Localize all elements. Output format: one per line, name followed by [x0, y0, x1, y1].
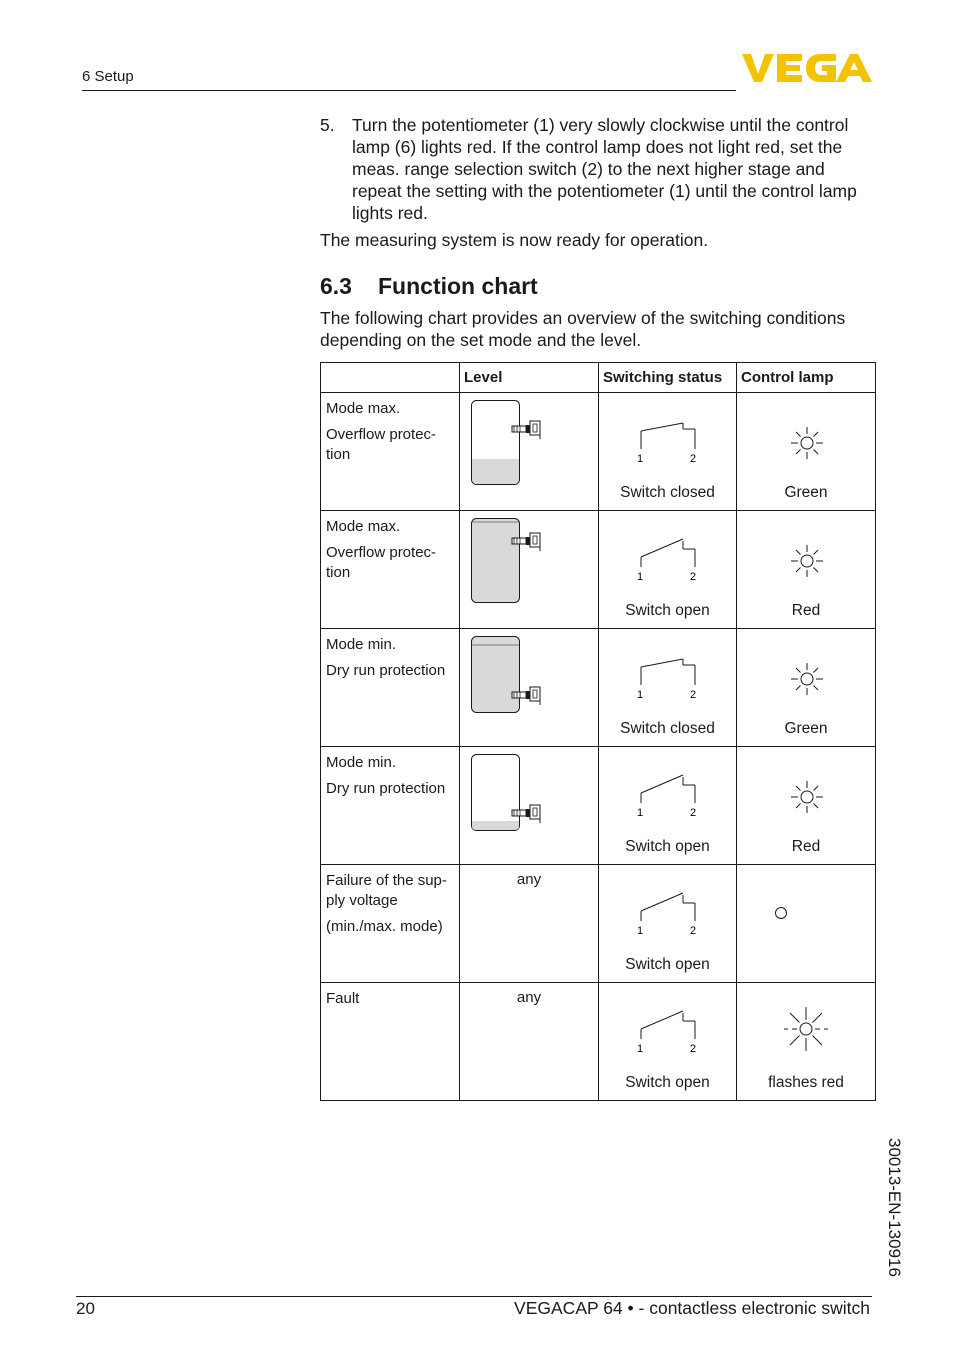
table-row [321, 865, 876, 983]
section-label: 6 Setup [82, 68, 134, 85]
terminal-2-label: 2 [690, 925, 697, 937]
terminal-1-label: 1 [637, 807, 644, 819]
mode-description: Overflow protec- tion [326, 426, 437, 463]
mode-description: (min./max. mode) [326, 918, 443, 935]
switch-closed-icon [637, 419, 707, 469]
level-any-label: any [516, 989, 542, 1006]
switch-open-icon [637, 1009, 707, 1059]
lamp-on-icon [787, 777, 827, 817]
mode-description: Dry run protection [326, 662, 446, 679]
switch-status-label: Switch open [625, 838, 710, 855]
terminal-2-label: 2 [690, 689, 697, 701]
switch-status-label: Switch open [625, 602, 710, 619]
mode-label: Mode min. [326, 636, 397, 653]
switch-open-icon [637, 891, 707, 941]
tank-level-icon [470, 753, 570, 843]
terminal-2-label: 2 [690, 1043, 697, 1055]
terminal-2-label: 2 [690, 571, 697, 583]
ready-text: The measuring system is now ready for operation. [320, 230, 709, 250]
document-id: 30013-EN-130916 [885, 1138, 904, 1277]
level-any-label: any [516, 871, 542, 888]
step-number: 5. [320, 115, 335, 135]
header-level: Level [460, 363, 599, 393]
terminal-1-label: 1 [637, 689, 644, 701]
tank-level-icon [470, 399, 570, 489]
mode-label: Fault [326, 990, 360, 1007]
control-lamp-label: Red [791, 602, 821, 619]
mode-label: Mode min. [326, 754, 397, 771]
mode-cell [326, 517, 456, 583]
step-text: Turn the potentiometer (1) very slowly clockwise until the control lamp (6) lights red. If the control lamp does not light red, set the meas. range selection switch (2) to the next higher stage and repeat the setting with the potentiometer (1) until the control lamp lights red. [352, 115, 857, 223]
intro-text: The following chart provides an overview of the switching conditions depending on the set mode and the level. [320, 308, 846, 350]
terminal-1-label: 1 [637, 571, 644, 583]
table-row [321, 629, 876, 747]
function-chart-table [320, 362, 876, 1101]
section-heading-title: Function chart [378, 273, 538, 299]
control-lamp-label: Red [791, 838, 821, 855]
mode-cell [326, 635, 456, 681]
mode-description: Dry run protection [326, 780, 446, 797]
table-row [321, 511, 876, 629]
terminal-1-label: 1 [637, 925, 644, 937]
switch-status-label: Switch open [625, 956, 710, 973]
mode-cell [326, 871, 456, 937]
switch-status-label: Switch open [625, 1074, 710, 1091]
footer-rule [76, 1296, 872, 1297]
section-heading-number: 6.3 [320, 273, 352, 299]
tank-level-icon [470, 635, 570, 725]
terminal-2-label: 2 [690, 453, 697, 465]
table-row [321, 747, 876, 865]
lamp-on-icon [787, 423, 827, 463]
switch-status-label: Switch closed [620, 720, 715, 737]
switch-open-icon [637, 773, 707, 823]
terminal-2-label: 2 [690, 807, 697, 819]
mode-cell [326, 753, 456, 799]
lamp-on-icon [787, 659, 827, 699]
header-switching-status: Switching status [599, 363, 737, 393]
mode-label: Failure of the sup- ply voltage [326, 872, 447, 909]
tank-level-icon [470, 517, 570, 607]
terminal-1-label: 1 [637, 453, 644, 465]
table-row [321, 393, 876, 511]
control-lamp-label: flashes red [768, 1074, 844, 1091]
header-empty [321, 363, 460, 393]
mode-label: Mode max. [326, 400, 401, 417]
table-header-row [321, 363, 876, 393]
section-heading [320, 273, 538, 300]
lamp-on-icon [787, 541, 827, 581]
switch-open-icon [637, 537, 707, 587]
control-lamp-label: Green [784, 484, 828, 501]
header-control-lamp: Control lamp [737, 363, 876, 393]
switch-closed-icon [637, 655, 707, 705]
header-rule [82, 90, 736, 91]
switch-status-label: Switch closed [620, 484, 715, 501]
lamp-flashing-icon [780, 1003, 832, 1055]
mode-cell [326, 399, 456, 465]
terminal-1-label: 1 [637, 1043, 644, 1055]
product-name: VEGACAP 64 • - contactless electronic switch [514, 1298, 870, 1318]
lamp-off-icon [774, 906, 788, 920]
mode-cell [326, 989, 456, 1009]
table-row [321, 983, 876, 1101]
vega-logo [742, 52, 872, 84]
control-lamp-label: Green [784, 720, 828, 737]
mode-description: Overflow protec- tion [326, 544, 437, 581]
page-number: 20 [76, 1299, 95, 1318]
mode-label: Mode max. [326, 518, 401, 535]
